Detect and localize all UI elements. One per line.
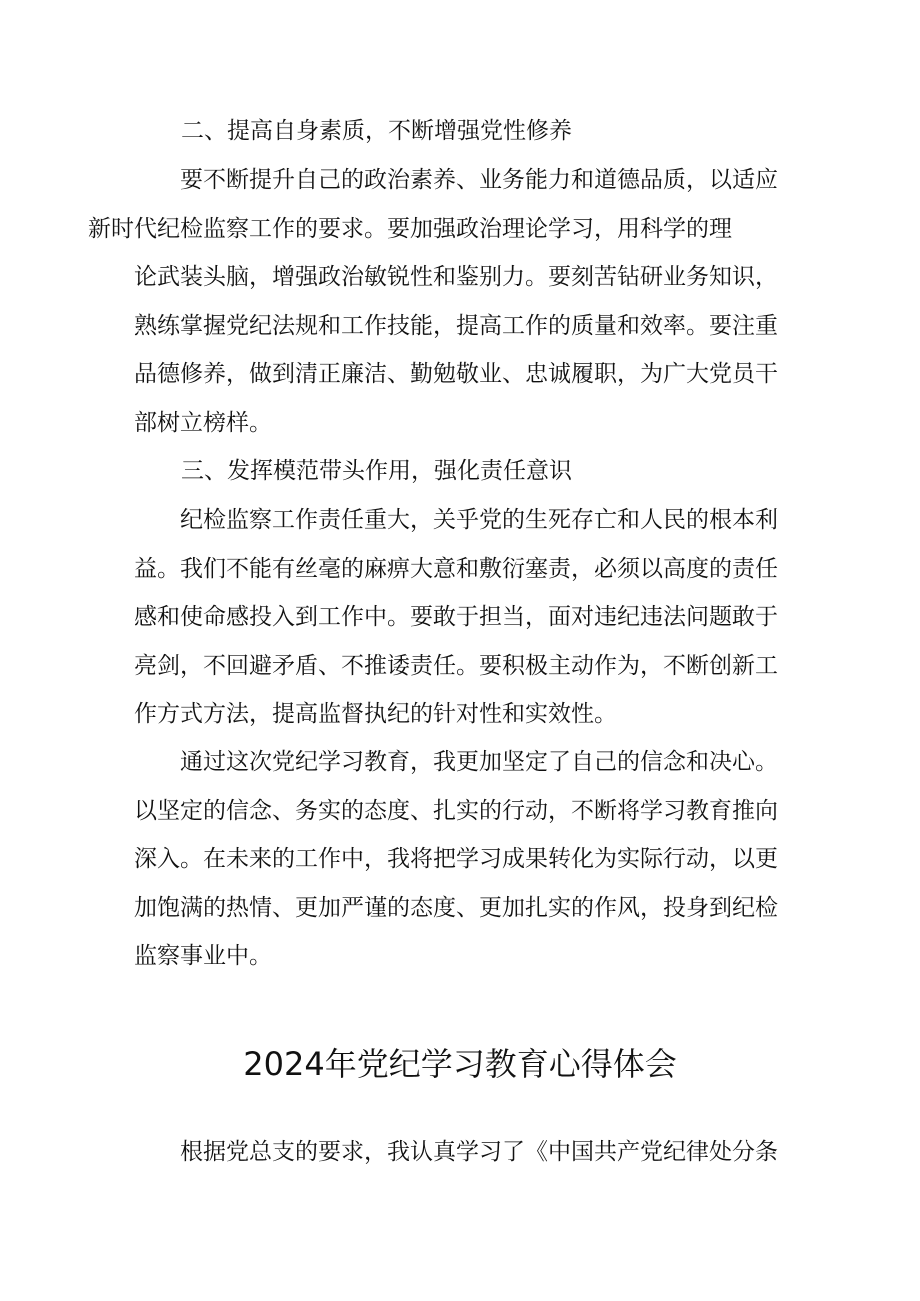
paragraph-intro [134,1128,786,1177]
paragraph-line: 以坚定的信念、务实的态度、扎实的行动，不断将学习教育推向 [134,797,778,824]
paragraph-conclusion [134,738,786,981]
paragraph-line: 熟练掌握党纪法规和工作技能，提高工作的质量和效率。要注重 [134,312,778,339]
paragraph-self-quality [88,156,786,448]
paragraph-line: 通过这次党纪学习教育，我更加坚定了自己的信念和决心。 [180,749,778,775]
paragraph-line: 亮剑，不回避矛盾、不推诿责任。要积极主动作为，不断创新工 [134,652,778,679]
document-title: 2024年党纪学习教育心得体会 [243,1045,677,1083]
paragraph-line: 要不断提升自己的政治素养、业务能力和道德品质，以适应 [180,167,778,193]
paragraph-line: 作方式方法，提高监督执纪的针对性和实效性。 [134,701,617,728]
paragraph-line: 新时代纪检监察工作的要求。要加强政治理论学习，用科学的理 [88,215,732,242]
paragraph-line: 深入。在未来的工作中，我将把学习成果转化为实际行动，以更 [134,846,778,873]
paragraph-line: 根据党总支的要求，我认真学习了《中国共产党纪律处分条 [180,1139,778,1165]
paragraph-responsibility [134,496,786,739]
paragraph-line: 益。我们不能有丝毫的麻痹大意和敷衍塞责，必须以高度的责任 [134,555,778,582]
paragraph-line: 加饱满的热情、更加严谨的态度、更加扎实的作风，投身到纪检 [134,894,778,921]
paragraph-line: 监察事业中。 [134,943,272,970]
section-heading-2: 二、提高自身素质，不断增强党性修养 [181,118,572,144]
paragraph-line: 论武装头脑，增强政治敏锐性和鉴别力。要刻苦钻研业务知识， [134,264,778,291]
paragraph-line: 感和使命感投入到工作中。要敢于担当，面对违纪违法问题敢于 [134,604,778,631]
paragraph-line: 部树立榜样。 [134,409,272,436]
section-heading-3: 三、发挥模范带头作用，强化责任意识 [181,458,572,484]
paragraph-line: 纪检监察工作责任重大，关乎党的生死存亡和人民的根本利 [180,507,778,533]
paragraph-line: 品德修养，做到清正廉洁、勤勉敬业、忠诚履职，为广大党员干 [134,361,778,388]
